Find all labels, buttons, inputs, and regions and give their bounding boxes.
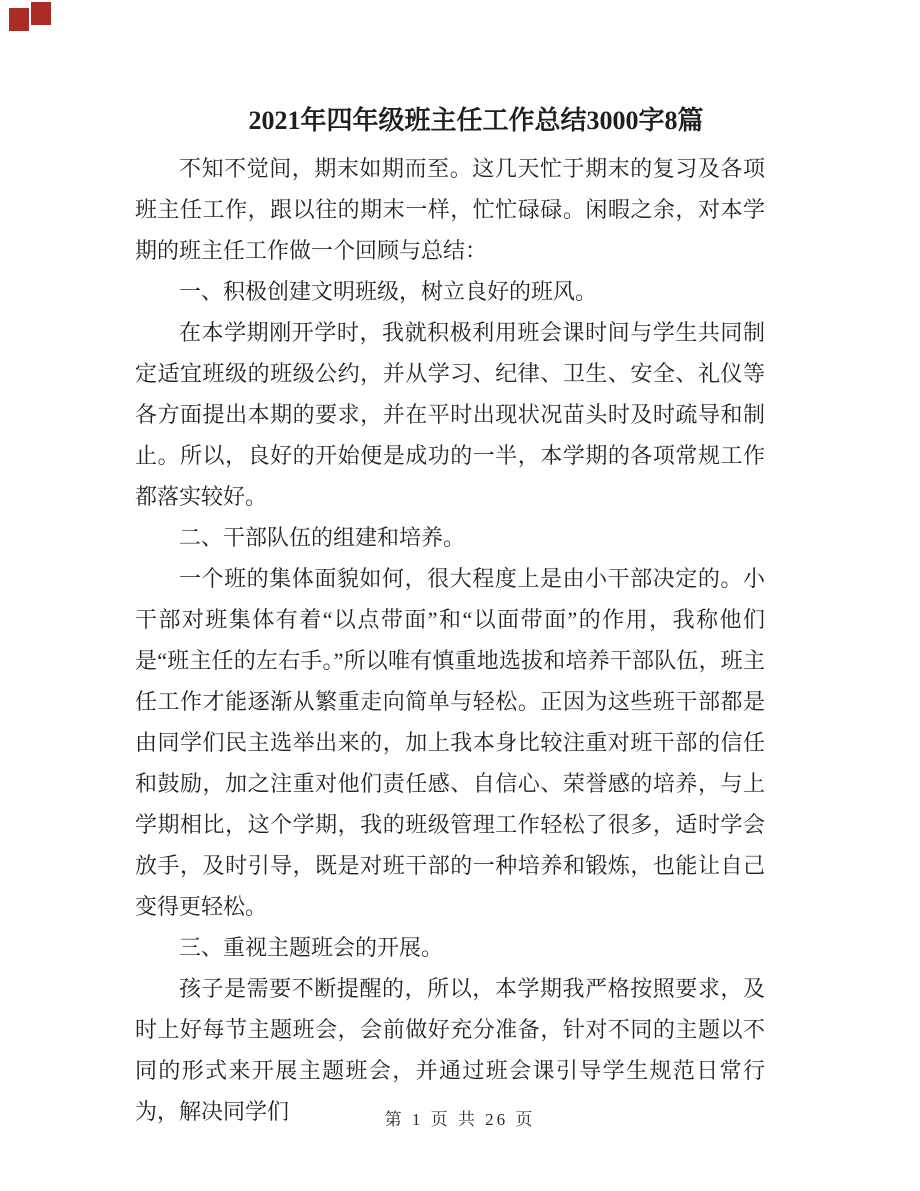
paragraph: 不知不觉间，期末如期而至。这几天忙于期末的复习及各项班主任工作，跟以往的期末一样，忙忙碌碌。闲暇之余，对本学期的班主任工作做一个回顾与总结： <box>135 156 765 263</box>
page-number-footer: 第 1 页 共 26 页 <box>384 1110 536 1129</box>
red-square-mark-icon <box>9 8 29 31</box>
document-title: 2021年四年级班主任工作总结3000字8篇 <box>248 106 704 135</box>
section-heading: 三、重视主题班会的开展。 <box>179 935 444 960</box>
document-body <box>135 148 765 1132</box>
paragraph: 在本学期刚开学时，我就积极利用班会课时间与学生共同制定适宜班级的班级公约，并从学习、纪律、卫生、安全、礼仪等各方面提出本期的要求，并在平时出现状况苗头时及时疏导和制止。所以，良好的开始便是成功的一半，本学期的各项常规工作都落实较好。 <box>135 320 765 509</box>
section-heading: 二、干部队伍的组建和培养。 <box>179 525 466 550</box>
paragraph: 一个班的集体面貌如何，很大程度上是由小干部决定的。小干部对班集体有着“以点带面”和“以面带面”的作用，我称他们是“班主任的左右手。”所以唯有慎重地选拔和培养干部队伍，班主任工作才能逐渐从繁重走向简单与轻松。正因为这些班干部都是由同学们民主选举出来的，加上我本身比较注重对班干部的信任和鼓励，加之注重对他们责任感、自信心、荣誉感的培养，与上学期相比，这个学期，我的班级管理工作轻松了很多，适时学会放手，及时引导，既是对班干部的一种培养和锻炼，也能让自己变得更轻松。 <box>135 566 765 919</box>
red-square-mark-icon <box>31 2 51 25</box>
paragraph: 孩子是需要不断提醒的，所以，本学期我严格按照要求，及时上好每节主题班会，会前做好充分准备，针对不同的主题以不同的形式来开展主题班会，并通过班会课引导学生规范日常行为，解决同学们 <box>135 976 765 1124</box>
section-heading: 一、积极创建文明班级，树立良好的班风。 <box>179 279 598 304</box>
